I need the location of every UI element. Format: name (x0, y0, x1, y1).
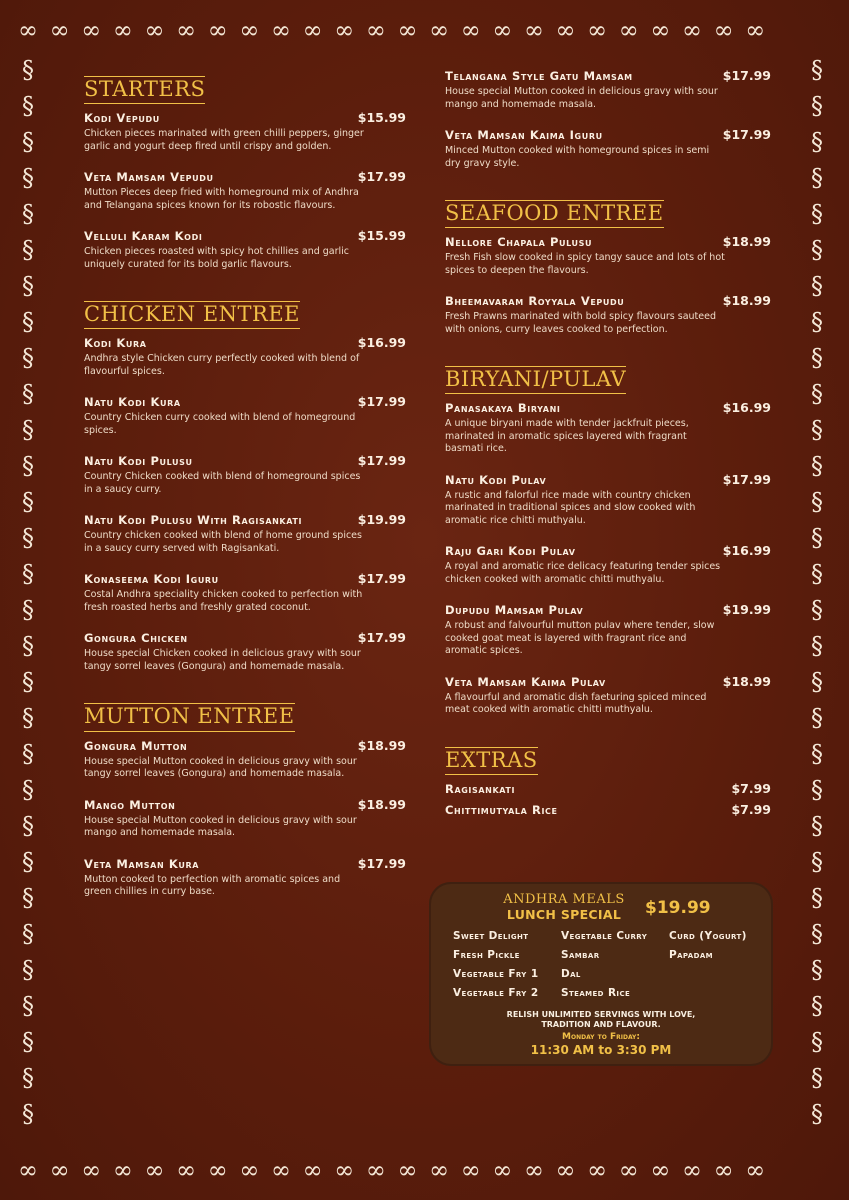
item-description: Mutton Pieces deep fried with homeground mix of Andhra and Telangana spices known for its robostic flavours. (84, 187, 359, 211)
item-price: $17.99 (357, 394, 406, 410)
item-name: Mango Mutton (84, 797, 176, 812)
meals-item: Dal (561, 968, 581, 980)
menu-item (84, 228, 406, 271)
ornamental-border-top: ∞ ∞ ∞ ∞ ∞ ∞ ∞ ∞ ∞ ∞ ∞ ∞ ∞ ∞ ∞ ∞ ∞ ∞ ∞ ∞ ∞ ∞ ∞ ∞ (18, 18, 768, 44)
item-name: Veta Mamsan Kaima Iguru (445, 128, 603, 142)
meals-note-line1: RELISH UNLIMITED SERVINGS WITH LOVE, (506, 1010, 696, 1019)
item-price: $15.99 (357, 228, 406, 244)
item-name: Natu Kodi Kura (84, 395, 181, 410)
section-starters (84, 76, 406, 271)
section-seafood-entree (445, 200, 771, 336)
meals-item: Sambar (561, 949, 600, 961)
item-price: $18.99 (722, 234, 771, 250)
section-title: EXTRAS (445, 747, 538, 775)
meals-item: Steamed Rice (561, 987, 631, 999)
right-column (445, 68, 771, 847)
item-description: Minced Mutton cooked with homeground spices in semi dry gravy style. (445, 145, 710, 169)
meals-item: Sweet Delight (453, 930, 529, 942)
item-name: Velluli Karam Kodi (84, 229, 203, 244)
meals-item: Fresh Pickle (453, 949, 520, 961)
item-description: Mutton cooked to perfection with aromatic spices and green chillies in curry base. (84, 873, 341, 898)
meals-item: Vegetable Fry 2 (453, 987, 539, 999)
item-description: Fresh Fish slow cooked in spicy tangy sauce and lots of hot spices to deepen the flavours. (445, 252, 725, 276)
item-price: $7.99 (731, 802, 771, 818)
item-price: $17.99 (722, 127, 771, 142)
item-description: A royal and aromatic rice delicacy featuring tender spices chicken cooked with aromatic chitti muthyalu. (445, 561, 721, 585)
item-name: Ragisankati (445, 782, 516, 797)
item-price: $18.99 (722, 673, 771, 689)
item-price: $18.99 (357, 737, 406, 753)
menu-item (84, 394, 406, 437)
item-description: Country Chicken cooked with blend of homeground spices in a saucy curry. (84, 471, 361, 495)
item-name: Raju Gari Kodi Pulav (445, 544, 576, 559)
menu-item (445, 781, 771, 796)
item-name: Telangana Style Gatu Mamsam (445, 69, 633, 83)
meals-item: Vegetable Curry (561, 930, 648, 942)
item-description: Andhra style Chicken curry perfectly cooked with blend of flavourful spices. (84, 353, 360, 377)
item-price: $19.99 (357, 512, 406, 528)
menu-item (445, 68, 771, 111)
item-name: Konaseema Kodi Iguru (84, 572, 219, 587)
item-price: $18.99 (357, 796, 406, 812)
ornamental-border-left: § § § § § § § § § § § § § § § § § § § § § § § § § § § § § § (22, 56, 36, 1128)
menu-item (445, 602, 771, 658)
menu-item (84, 110, 406, 153)
meals-row (453, 968, 763, 987)
meals-title-line1: ANDHRA MEALS (503, 892, 625, 907)
item-description: Country Chicken curry cooked with blend of homeground spices. (84, 412, 356, 436)
ornamental-border-right: § § § § § § § § § § § § § § § § § § § § § § § § § § § § § § (811, 56, 825, 1128)
item-description: Costal Andhra speciality chicken cooked to perfection with fresh roasted herbs and freshly grated coconut. (84, 589, 363, 613)
menu-item (445, 472, 771, 528)
item-name: Veta Mamsam Kaima Pulav (445, 674, 606, 689)
meals-items-grid (453, 930, 763, 1006)
item-price: $17.99 (722, 68, 771, 83)
item-name: Gongura Mutton (84, 738, 188, 753)
item-description: House special Mutton cooked in delicious gravy with sour mango and homemade masala. (84, 814, 357, 839)
menu-item (84, 453, 406, 496)
item-name: Natu Kodi Pulav (445, 472, 547, 487)
menu-item (84, 335, 406, 378)
menu-item (445, 400, 771, 456)
menu-item (84, 856, 406, 899)
section-biryani-pulav (445, 366, 771, 717)
item-name: Nellore Chapala Pulusu (445, 235, 593, 250)
item-price: $16.99 (722, 543, 771, 559)
meals-hours: 11:30 AM to 3:30 PM (530, 1043, 672, 1057)
section-mutton-entree-continued (445, 68, 771, 170)
menu-item (445, 674, 771, 717)
item-price: $15.99 (357, 110, 406, 126)
meals-note (429, 1010, 773, 1030)
meals-days: Monday to Friday: (562, 1032, 640, 1042)
meals-note-line2: TRADITION AND FLAVOUR. (541, 1020, 661, 1029)
item-description: A flavourful and aromatic dish faeturing spiced minced meat cooked with aromatic chitti muthyalu. (445, 691, 707, 716)
meals-item: Vegetable Fry 1 (453, 968, 539, 980)
meals-item: Curd (Yogurt) (669, 930, 747, 942)
item-description: A rustic and falorful rice made with country chicken marinated in traditional spices and slow cooked with aromatic rice chitti muthyalu. (445, 489, 696, 526)
menu-item (84, 738, 406, 781)
section-title: STARTERS (84, 76, 205, 104)
item-name: Chittimutyala Rice (445, 803, 558, 818)
item-price: $7.99 (731, 781, 771, 797)
meals-title (501, 892, 627, 922)
section-mutton-entree (84, 703, 406, 898)
item-name: Bheemavaram Royyala Vepudu (445, 294, 625, 309)
section-title: BIRYANI/PULAV (445, 366, 626, 394)
menu-item (445, 543, 771, 586)
meals-row (453, 987, 763, 1006)
item-name: Dupudu Mamsam Pulav (445, 603, 584, 618)
item-price: $17.99 (722, 471, 771, 487)
item-name: Veta Mamsam Vepudu (84, 170, 214, 185)
item-description: A robust and falvourful mutton pulav where tender, slow cooked goat meat is layered with fragrant rice and aromatic spices. (445, 620, 715, 657)
item-name: Kodi Vepudu (84, 111, 160, 126)
menu-item (445, 127, 771, 170)
item-name: Panasakaya Biryani (445, 401, 561, 416)
section-extras (445, 747, 771, 817)
item-price: $17.99 (357, 571, 406, 587)
item-price: $17.99 (357, 630, 406, 646)
meals-item: Papadam (669, 949, 714, 961)
item-name: Kodi Kura (84, 336, 147, 351)
meals-title-line2: LUNCH SPECIAL (506, 907, 622, 922)
menu-item (84, 512, 406, 555)
menu-item (84, 571, 406, 614)
item-description: Fresh Prawns marinated with bold spicy flavours sauteed with onions, curry leaves cooked to perfection. (445, 311, 717, 335)
left-column (84, 76, 406, 929)
item-description: House special Mutton cooked in delicious gravy with sour tangy sorrel leaves (Gongura) and homemade masala. (84, 755, 357, 780)
menu-item (84, 630, 406, 673)
menu-item (84, 797, 406, 840)
item-price: $19.99 (722, 602, 771, 618)
menu-item (445, 234, 771, 277)
meals-price: $19.99 (645, 898, 711, 918)
item-price: $18.99 (722, 293, 771, 309)
item-name: Natu Kodi Pulusu (84, 454, 193, 469)
item-description: Country chicken cooked with blend of home ground spices in a saucy curry served with Ragisankati. (84, 530, 362, 554)
item-description: A unique biryani made with tender jackfruit pieces, marinated in aromatic spices layered with fragrant basmati rice. (445, 418, 689, 455)
item-name: Gongura Chicken (84, 631, 188, 646)
meals-row (453, 930, 763, 949)
item-description: Chicken pieces roasted with spicy hot chillies and garlic uniquely curated for its bold garlic flavours. (84, 246, 350, 270)
item-price: $17.99 (357, 169, 406, 185)
item-description: House special Mutton cooked in delicious gravy with sour mango and homemade masala. (445, 86, 718, 110)
section-title: SEAFOOD ENTREE (445, 200, 664, 228)
item-name: Natu Kodi Pulusu With Ragisankati (84, 513, 303, 528)
meals-row (453, 949, 763, 968)
item-name: Veta Mamsan Kura (84, 856, 200, 871)
section-title: MUTTON ENTREE (84, 703, 295, 731)
menu-item (445, 802, 771, 817)
item-price: $16.99 (722, 400, 771, 416)
andhra-meals-panel (429, 882, 773, 1066)
ornamental-border-bottom: ∞ ∞ ∞ ∞ ∞ ∞ ∞ ∞ ∞ ∞ ∞ ∞ ∞ ∞ ∞ ∞ ∞ ∞ ∞ ∞ ∞ ∞ ∞ ∞ (18, 1158, 768, 1184)
item-price: $17.99 (357, 855, 406, 871)
item-description: House special Chicken cooked in delicious gravy with sour tangy sorrel leaves (Gongura) and homemade masala. (84, 648, 361, 672)
section-title: CHICKEN ENTREE (84, 301, 300, 329)
menu-item (84, 169, 406, 212)
item-price: $17.99 (357, 453, 406, 469)
item-price: $16.99 (357, 335, 406, 351)
menu-item (445, 293, 771, 336)
section-chicken-entree (84, 301, 406, 673)
item-description: Chicken pieces marinated with green chilli peppers, ginger garlic and yogurt deep fired until crispy and golden. (84, 128, 364, 152)
